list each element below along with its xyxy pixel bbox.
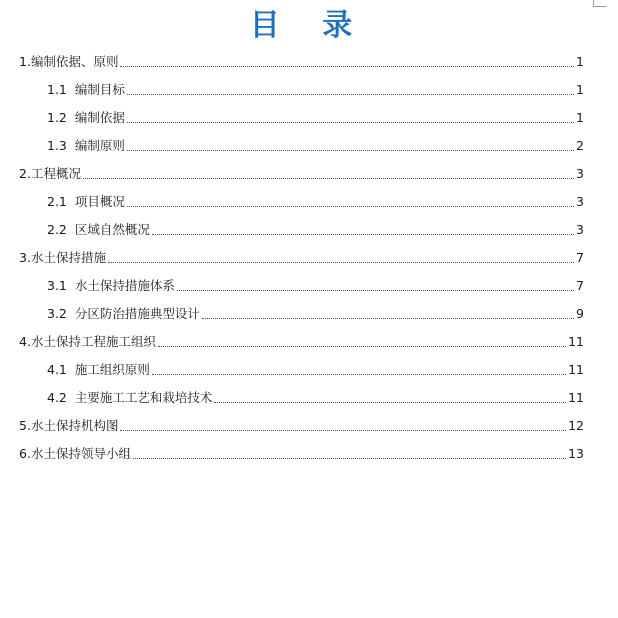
toc-entry[interactable] [0,271,618,299]
toc-entry-number: 1. [19,54,31,69]
toc-entry-number: 3. [19,250,31,265]
toc-entry-number: 3.2 [47,306,67,321]
toc-entry-page: 3 [576,193,584,209]
toc-entry-number: 4. [19,334,31,349]
toc-entry-page: 11 [568,361,584,377]
toc-entry[interactable] [0,215,618,243]
toc-entry[interactable] [0,299,618,327]
toc-leader-dots [214,402,566,403]
toc-entry-number: 5. [19,418,31,433]
toc-entry-page: 3 [576,221,584,237]
toc-entry[interactable] [0,47,618,75]
toc-entry-number: 1.1 [47,82,67,97]
toc-leader-dots [127,206,574,207]
toc-entry-page: 13 [568,445,584,461]
toc-entry-page: 1 [576,53,584,69]
toc-entry-page: 1 [576,109,584,125]
toc-leader-dots [177,290,574,291]
toc-entry[interactable] [0,411,618,439]
toc-leader-dots [152,234,574,235]
toc-entry-number: 4.1 [47,362,67,377]
toc-entry-page: 7 [576,249,584,265]
toc-entry-text: 水土保持措施体系 [74,278,175,293]
toc-leader-dots [127,94,574,95]
toc-entry-number: 2.1 [47,194,67,209]
toc-entry-text: 水土保持措施 [30,250,106,265]
toc-entry-number: 1.2 [47,110,67,125]
toc-entry-text: 项目概况 [74,194,125,209]
toc-entry-number: 2. [19,166,31,181]
toc-entry[interactable] [0,439,618,467]
toc-entry-page: 3 [576,165,584,181]
toc-entry[interactable] [0,159,618,187]
toc-leader-dots [108,262,574,263]
toc-entry-number: 1.3 [47,138,67,153]
toc-entry-text: 编制依据、原则 [30,54,119,69]
toc-leader-dots [152,374,566,375]
page-corner-mark [593,0,606,7]
toc-entry-page: 12 [568,417,584,433]
toc-entry-number: 3.1 [47,278,67,293]
toc-entry[interactable] [0,327,618,355]
toc-leader-dots [127,122,574,123]
toc-leader-dots [120,430,566,431]
toc-entry-number: 4.2 [47,390,67,405]
toc-entry-text: 水土保持工程施工组织 [30,334,156,349]
toc-entry-page: 7 [576,277,584,293]
toc-entry-text: 水土保持机构图 [30,418,119,433]
toc-leader-dots [83,178,574,179]
toc-entry-text: 编制原则 [74,138,125,153]
toc-entry-text: 工程概况 [30,166,81,181]
toc-entry-text: 施工组织原则 [74,362,150,377]
toc-title: 目 录 [249,8,369,43]
toc-entry-page: 2 [576,137,584,153]
toc-entry[interactable] [0,131,618,159]
toc-entry-page: 1 [576,81,584,97]
toc-entry-text: 水土保持领导小组 [30,446,131,461]
toc-leader-dots [127,150,574,151]
toc-entry-text: 编制目标 [74,82,125,97]
toc-entry-number: 6. [19,446,31,461]
toc-list [0,47,618,467]
toc-leader-dots [202,318,574,319]
toc-entry-text: 编制依据 [74,110,125,125]
toc-leader-dots [158,346,566,347]
toc-entry[interactable] [0,75,618,103]
toc-entry[interactable] [0,187,618,215]
toc-entry-page: 11 [568,333,584,349]
toc-entry-text: 主要施工工艺和栽培技术 [74,390,213,405]
toc-entry-page: 11 [568,389,584,405]
toc-entry-text: 区域自然概况 [74,222,150,237]
toc-entry[interactable] [0,103,618,131]
toc-entry-text: 分区防治措施典型设计 [74,306,200,321]
toc-entry[interactable] [0,243,618,271]
toc-entry[interactable] [0,355,618,383]
toc-entry-number: 2.2 [47,222,67,237]
toc-entry[interactable] [0,383,618,411]
toc-entry-page: 9 [576,305,584,321]
toc-leader-dots [133,458,566,459]
toc-leader-dots [120,66,574,67]
